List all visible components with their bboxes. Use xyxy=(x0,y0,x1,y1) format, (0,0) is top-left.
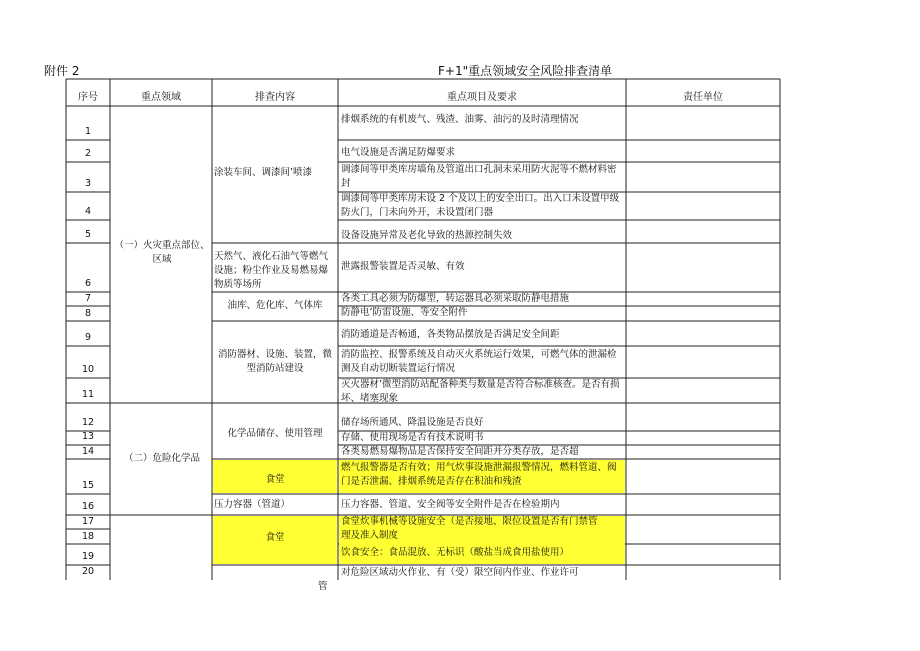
row-number: 10 xyxy=(81,364,95,375)
item-text: 压力容器、管道、安全阀等安全附件是否在检验期内 xyxy=(341,499,560,510)
content-chemical-storage: 化学品储存、使用管理 xyxy=(227,428,323,439)
row-number: 1 xyxy=(84,126,92,137)
header-seq: 序号 xyxy=(78,92,98,103)
header-content: 排查内容 xyxy=(255,92,295,103)
item-text: 消防监控、报警系统及自动灭火系统运行效果，可燃气体的泄漏检测及自动切断装置运行情况 xyxy=(341,349,617,374)
row-number: 7 xyxy=(84,293,92,304)
item-text: 存储、使用现场是否有技术说明书 xyxy=(341,432,484,443)
row-number: 19 xyxy=(81,551,95,562)
row-number: 17 xyxy=(81,516,95,527)
item-text: 各类工具必须为防爆型，转运器具必须采取防静电措施 xyxy=(341,293,570,304)
item-text: 消防通道是否畅通，各类物品摆放是否满足安全间距 xyxy=(341,329,560,340)
item-text: 调漆间等甲类库房未设 2 个及以上的安全出口。出入口未设置甲级防火门，门未向外开，未设置闭门器 xyxy=(341,193,620,218)
content-pressure-vessel: 压力容器（管道） xyxy=(214,499,291,510)
row-number: 3 xyxy=(84,178,92,189)
item-text: 电气设施是否满足防爆要求 xyxy=(341,147,456,158)
content-paint-shop: 涂装车间、调漆间’喷漆 xyxy=(214,167,313,178)
item-text: 防静电’防雷设施、等安全附件 xyxy=(341,307,468,318)
row-number: 5 xyxy=(84,229,92,240)
item-text: 饮食安全：食品混放、无标识（酸盐当成食用盐使用） xyxy=(341,547,570,558)
area-fire: （一）火灾重点部位、区域 xyxy=(114,240,210,265)
item-text: 排烟系统的有机废气、残渣、油雾、油污的及时清理情况 xyxy=(341,114,579,125)
item-text: 调漆间等甲类库房墙角及管道出口孔洞未采用防火泥等不燃材料密封 xyxy=(341,164,617,189)
item-text: 泄露报警装置是否灵敏、有效 xyxy=(341,261,465,272)
content-gas-facilities: 天然气、液化石油气等燃气设施；粉尘作业及易燃易爆物质等场所 xyxy=(214,251,329,290)
row-number: 14 xyxy=(81,446,95,457)
content-management: 管 xyxy=(318,581,328,592)
header-unit: 责任单位 xyxy=(683,92,723,103)
item-text: 设备设施异常及老化导致的热源控制失效 xyxy=(341,230,513,241)
row-number: 2 xyxy=(84,148,92,159)
item-text: 对危险区域动火作业、有（受）限空间内作业、作业许可 xyxy=(341,567,579,578)
page-title: F+1"重点领域安全风险排查清单 xyxy=(438,64,613,78)
header-items: 重点项目及要求 xyxy=(447,92,517,103)
content-oil-depot: 油库、危化库、气体库 xyxy=(227,300,323,311)
item-text: 各类易燃易爆物品是否保持安全间距并分类存放，是否超 xyxy=(341,446,579,457)
row-number: 6 xyxy=(84,278,92,289)
row-number: 11 xyxy=(81,389,95,400)
content-canteen-2: 食堂 xyxy=(265,532,285,543)
area-chemicals: （二）危险化学品 xyxy=(123,453,200,464)
row-number: 16 xyxy=(81,501,95,512)
attachment-label: 附件 2 xyxy=(44,64,80,78)
row-number: 8 xyxy=(84,308,92,319)
content-fire-equipment: 消防器材、设施、装置，微型消防站建设 xyxy=(217,349,332,374)
row-number: 9 xyxy=(84,332,92,343)
row-number: 20 xyxy=(81,566,95,577)
row-number: 4 xyxy=(84,206,92,217)
item-text: 燃气报警器是否有效；用气炊事设施泄漏报警情况，燃料管道、阀门是否泄漏、排烟系统是否存在积油和残渣 xyxy=(341,462,617,487)
row-number: 13 xyxy=(81,431,95,442)
header-area: 重点领域 xyxy=(141,92,181,103)
row-number: 15 xyxy=(81,480,95,491)
row-number: 12 xyxy=(81,417,95,428)
item-text: 储存场所通风、降温设施是否良好 xyxy=(341,417,484,428)
content-canteen-1: 食堂 xyxy=(265,474,285,485)
item-text: 食堂炊事机械等设施安全（是否接地、限位设置是否有门禁管理及准入制度 xyxy=(341,516,598,541)
row-number: 18 xyxy=(81,531,95,542)
item-text: 灭火器材’微型消防站配备种类与数量是否符合标准核查。是否有损坏、堵塞现象 xyxy=(341,379,620,404)
